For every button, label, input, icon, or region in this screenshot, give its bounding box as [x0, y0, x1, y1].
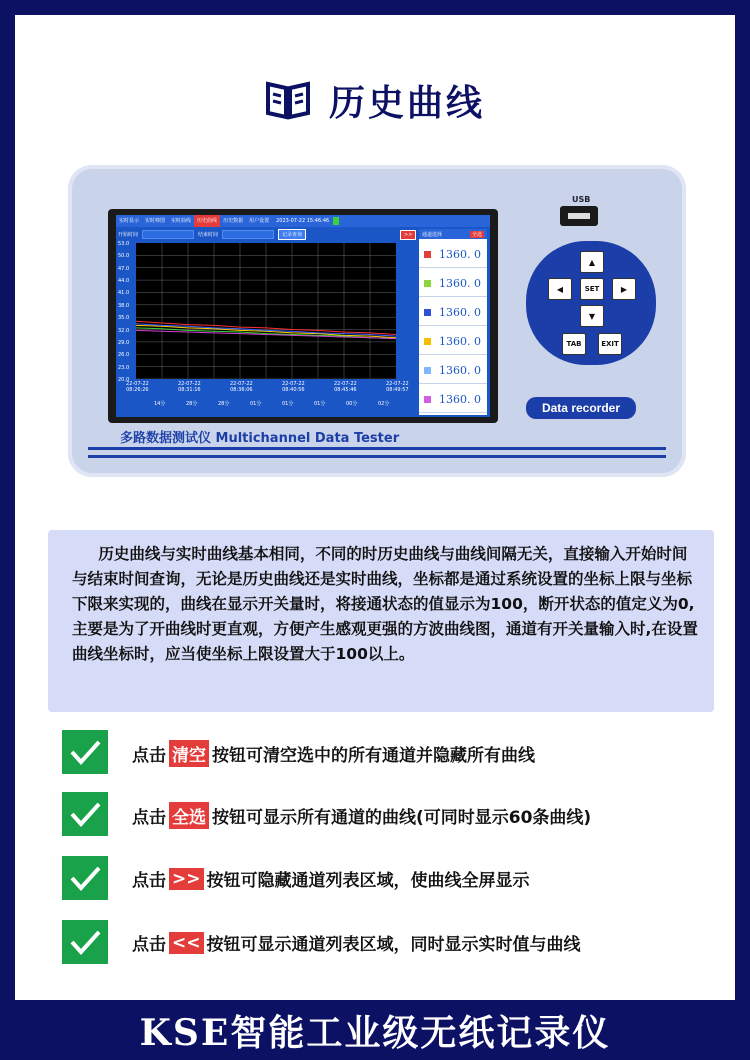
x-tick-label — [386, 381, 409, 393]
channel-select-label: 通道选择 — [422, 231, 443, 238]
exit-key[interactable]: EXIT — [598, 333, 622, 355]
x-sub-label: 01分 — [250, 401, 262, 407]
query-button[interactable]: 记录查询 — [278, 229, 306, 240]
x-tick-label — [282, 381, 305, 393]
channel-value: 1360. 0 — [439, 393, 481, 406]
channel-value: 1360. 0 — [439, 335, 481, 348]
channel-value: 1360. 0 — [439, 306, 481, 319]
status-indicator — [333, 217, 339, 225]
feature-prefix: 点击 — [132, 746, 166, 766]
channel-color-swatch — [424, 251, 431, 258]
history-chart — [136, 243, 396, 379]
x-tick-time: 08:36:06 — [230, 387, 253, 393]
usb-port — [560, 206, 598, 226]
tab-item[interactable]: 用户设置 — [249, 218, 270, 224]
feature-item — [62, 920, 722, 964]
start-time-input[interactable] — [142, 230, 194, 239]
tab-item[interactable]: 实时曲线 — [171, 218, 192, 224]
feature-button-badge: << — [169, 932, 204, 954]
decor-stripe — [88, 447, 666, 450]
channel-row[interactable] — [419, 268, 487, 297]
x-tick-label — [230, 381, 253, 393]
x-tick-time: 08:40:56 — [282, 387, 305, 393]
y-tick-label: 32.0 — [118, 327, 130, 334]
feature-suffix: 按钮可显示通道列表区域，同时显示实时值与曲线 — [206, 935, 581, 955]
check-icon — [62, 920, 108, 964]
x-tick-date: 22-07-22 — [126, 381, 149, 387]
feature-suffix: 按钮可显示所有通道的曲线(可同时显示60条曲线) — [212, 808, 592, 828]
screen-tabs — [116, 215, 490, 227]
y-tick-label: 53.0 — [118, 241, 130, 247]
x-tick-label — [334, 381, 357, 393]
left-key[interactable]: ◀ — [548, 278, 572, 300]
x-tick-date: 22-07-22 — [230, 381, 253, 387]
page-title: 历史曲线 — [328, 82, 485, 124]
end-time-input[interactable] — [222, 230, 274, 239]
end-time-label: 结束时间 — [198, 231, 219, 238]
feature-text — [132, 740, 535, 767]
toggle-list-button[interactable]: >> — [400, 230, 416, 240]
channel-color-swatch — [424, 309, 431, 316]
feature-item — [62, 730, 722, 774]
device-screen — [116, 215, 490, 417]
brand-label: Data recorder — [526, 397, 636, 419]
feature-prefix: 点击 — [132, 935, 166, 955]
check-icon — [62, 856, 108, 900]
feature-prefix: 点击 — [132, 871, 166, 891]
y-tick-label: 20.0 — [118, 377, 130, 383]
channel-value: 1360. 0 — [439, 364, 481, 377]
tab-item[interactable]: 历史曲线 — [194, 215, 220, 227]
y-tick-label: 41.0 — [118, 290, 130, 297]
feature-item — [62, 792, 722, 836]
x-tick-date: 22-07-22 — [386, 381, 409, 387]
x-sub-label: 14分 — [154, 401, 166, 407]
channel-list — [419, 229, 487, 415]
tab-item[interactable]: 历史数据 — [223, 218, 244, 224]
x-sub-label: 28分 — [186, 401, 198, 407]
y-tick-label: 29.0 — [118, 339, 130, 346]
y-tick-label: 23.0 — [118, 364, 130, 371]
channel-value: 1360. 0 — [439, 277, 481, 290]
x-sub-label: 02分 — [378, 401, 390, 407]
content-panel — [15, 15, 735, 1000]
x-sub-label: 01分 — [314, 401, 326, 407]
channel-row[interactable] — [419, 355, 487, 384]
model-label: 多路数据测试仪 Multichannel Data Tester — [120, 431, 400, 446]
channel-list-header — [419, 229, 487, 239]
x-sub-label: 01分 — [282, 401, 294, 407]
channel-color-swatch — [424, 280, 431, 287]
description-box — [48, 530, 714, 712]
up-key[interactable]: ▲ — [580, 251, 604, 273]
check-icon — [62, 730, 108, 774]
right-key[interactable]: ▶ — [612, 278, 636, 300]
feature-prefix: 点击 — [132, 808, 166, 828]
tab-item[interactable]: 实时棒图 — [145, 218, 166, 224]
channel-row[interactable] — [419, 384, 487, 413]
x-tick-time: 08:31:16 — [178, 387, 201, 393]
recorder-device — [68, 165, 686, 477]
x-tick-date: 22-07-22 — [178, 381, 201, 387]
screen-bezel — [108, 209, 498, 423]
x-tick-label — [178, 381, 201, 393]
y-tick-label: 35.0 — [118, 315, 130, 322]
y-tick-label: 26.0 — [118, 352, 130, 359]
check-icon — [62, 792, 108, 836]
tab-item[interactable]: 实时显示 — [119, 218, 140, 224]
description-text: 历史曲线与实时曲线基本相同，不同的时历史曲线与曲线间隔无关，直接输入开始时间与结束时间查询，无论是历史曲线还是实时曲线，坐标都是通过系统设置的坐标上限与坐标下限来实现的，曲线在显示开关量时，将接通状态的值显示为100，断开状态的值定义为0,主要是为了开曲线时更直观，方便产生感观更强的方波曲线图，通道有开关量输入时,在设置曲线坐标时，应当使坐标上限设置大于100以上。 — [72, 545, 698, 663]
x-tick-time: 08:49:57 — [386, 387, 409, 393]
tab-key[interactable]: TAB — [562, 333, 586, 355]
y-tick-label: 38.0 — [118, 302, 130, 309]
feature-text — [132, 802, 591, 829]
feature-item — [62, 856, 722, 900]
feature-text — [132, 866, 530, 891]
channel-row[interactable] — [419, 326, 487, 355]
book-icon — [265, 80, 311, 120]
y-tick-label: 47.0 — [118, 265, 130, 272]
footer-title: KSE智能工业级无纸记录仪 — [139, 1011, 611, 1054]
channel-color-swatch — [424, 338, 431, 345]
feature-suffix: 按钮可清空选中的所有通道并隐藏所有曲线 — [212, 746, 535, 766]
y-tick-label: 50.0 — [118, 253, 130, 260]
channel-color-swatch — [424, 367, 431, 374]
x-tick-label — [126, 381, 149, 393]
y-tick-label: 44.0 — [118, 278, 130, 285]
channel-row[interactable] — [419, 239, 487, 268]
x-tick-time: 08:26:26 — [126, 387, 149, 393]
screen-toolbar — [118, 229, 418, 239]
feature-suffix: 按钮可隐藏通道列表区域，使曲线全屏显示 — [206, 871, 530, 891]
channel-row[interactable] — [419, 297, 487, 326]
x-tick-date: 22-07-22 — [282, 381, 305, 387]
feature-button-badge: 清空 — [169, 740, 209, 767]
usb-label: USB — [572, 195, 591, 204]
clock-text: 2023-07-22 15:46:46 — [276, 218, 330, 224]
x-sub-label: 00分 — [346, 401, 358, 407]
x-tick-date: 22-07-22 — [334, 381, 357, 387]
start-time-label: 开始时间 — [118, 231, 139, 238]
feature-button-badge: >> — [169, 868, 204, 890]
decor-stripe — [88, 455, 666, 458]
feature-button-badge: 全选 — [169, 802, 209, 829]
key-pad — [526, 241, 656, 365]
channel-color-swatch — [424, 396, 431, 403]
feature-text — [132, 930, 581, 955]
x-sub-label: 28分 — [218, 401, 230, 407]
channel-value: 1360. 0 — [439, 248, 481, 261]
set-key[interactable]: SET — [580, 278, 604, 300]
down-key[interactable]: ▼ — [580, 305, 604, 327]
select-all-button[interactable]: 全选 — [471, 231, 482, 238]
x-tick-time: 08:45:46 — [334, 387, 357, 393]
page-header — [0, 72, 750, 128]
